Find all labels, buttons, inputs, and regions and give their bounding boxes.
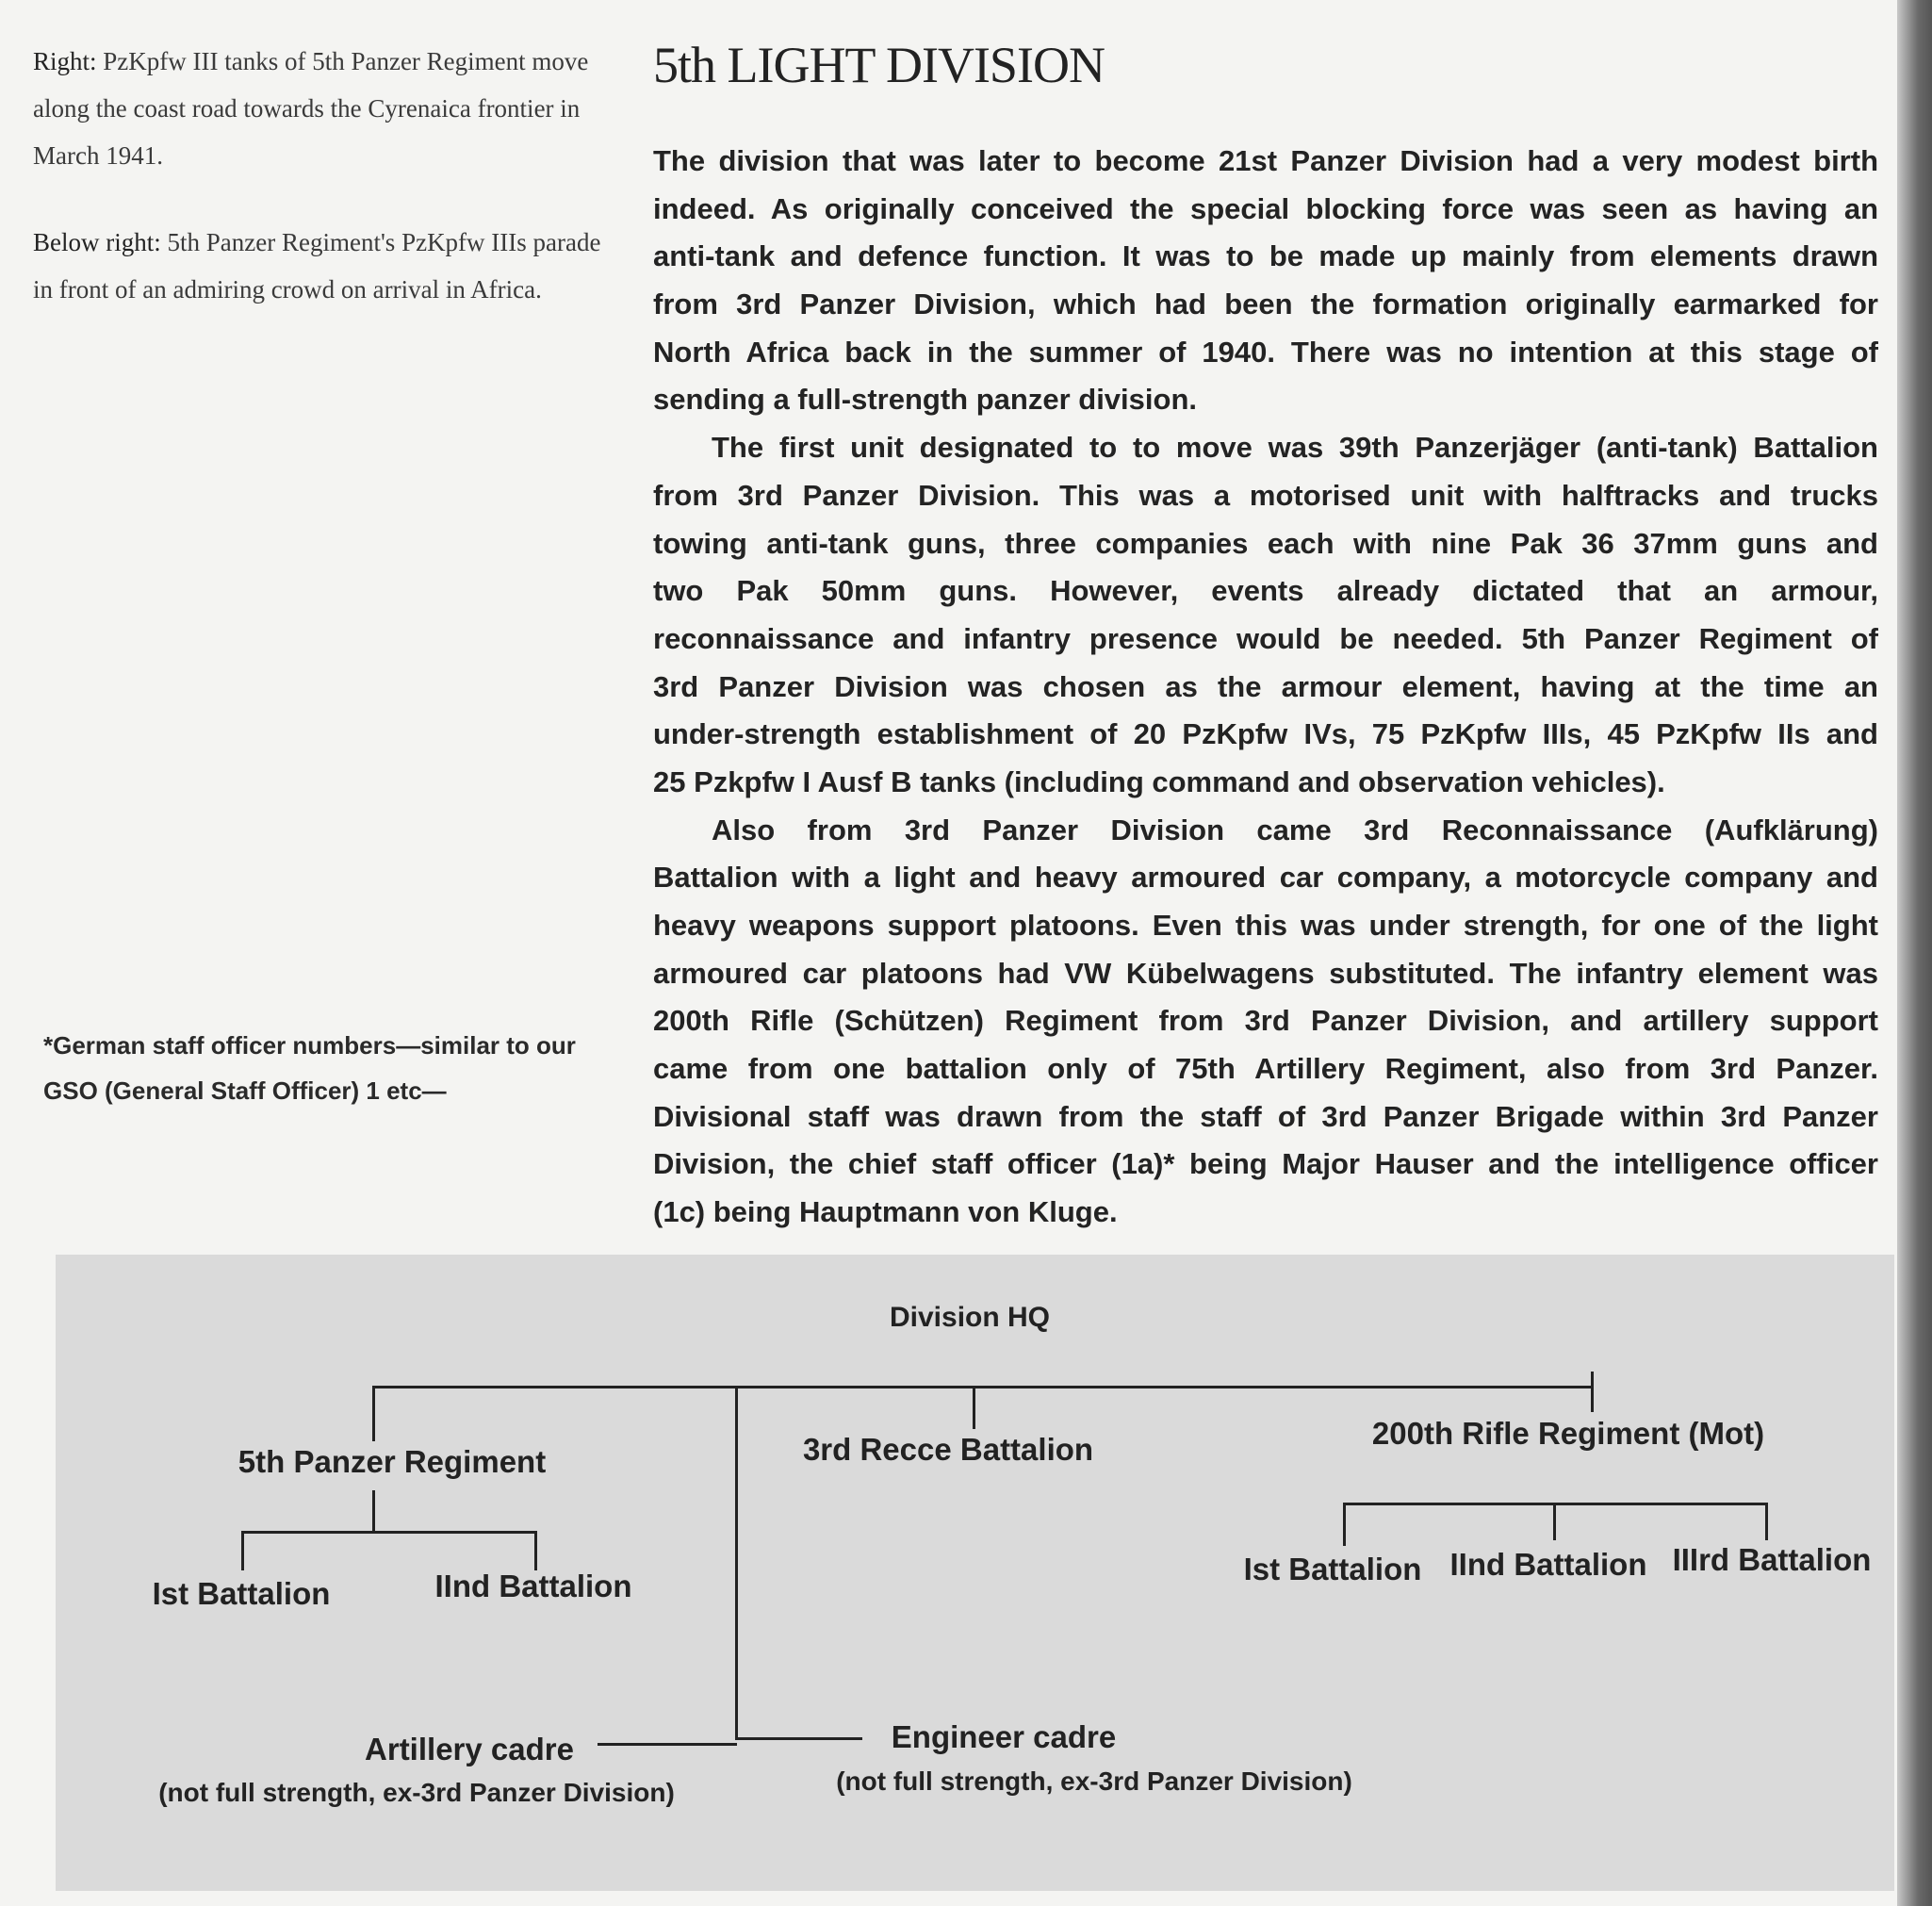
body-text bbox=[653, 138, 1878, 1237]
caption-right bbox=[33, 38, 617, 179]
artillery-cadre-label: Artillery cadre bbox=[365, 1732, 574, 1766]
connector bbox=[598, 1743, 737, 1746]
connector bbox=[372, 1387, 375, 1441]
body-line: towing anti-tank guns, three companies each with nine Pak 36 37mm guns and bbox=[653, 526, 1878, 560]
recce-battalion-label: 3rd Recce Battalion bbox=[802, 1432, 1094, 1467]
caption-below-right bbox=[33, 219, 617, 313]
body-line: came from one battalion only of 75th Artillery Regiment, also from 3rd Panzer. bbox=[653, 1052, 1878, 1086]
connector bbox=[1553, 1503, 1556, 1540]
section-title: 5th LIGHT DIVISION bbox=[653, 37, 1105, 93]
rifle-battalion-label: IInd Battalion bbox=[1449, 1547, 1647, 1582]
body-line: from 3rd Panzer Division, which had been the formation originally earmarked for bbox=[653, 288, 1878, 321]
page-gutter-shadow bbox=[1897, 0, 1932, 1906]
body-line: reconnaissance and infantry presence would be needed. 5th Panzer Regiment of bbox=[653, 621, 1878, 655]
panzer-battalion-label: Ist Battalion bbox=[152, 1576, 331, 1611]
body-line: heavy weapons support platoons. Even this was under strength, for one of the light bbox=[653, 909, 1878, 942]
connector bbox=[1765, 1503, 1768, 1540]
engineer-cadre-label: Engineer cadre bbox=[891, 1719, 1117, 1754]
connector bbox=[534, 1531, 537, 1570]
org-chart bbox=[56, 1255, 1894, 1891]
engineer-cadre-note: (not full strength, ex-3rd Panzer Division) bbox=[836, 1766, 1352, 1796]
connector bbox=[241, 1531, 244, 1570]
body-line: indeed. As originally conceived the special blocking force was seen as having an bbox=[653, 191, 1878, 225]
body-line: under-strength establishment of 20 PzKpfw IVs, 75 PzKpfw IIIs, 45 PzKpfw IIs and bbox=[653, 717, 1878, 751]
body-line: 3rd Panzer Division was chosen as the armour element, having at the time an bbox=[653, 669, 1878, 703]
connector bbox=[241, 1531, 536, 1534]
footnote bbox=[43, 1023, 576, 1113]
body-line: 25 Pzkpfw I Ausf B tanks (including command and observation vehicles). bbox=[653, 764, 1665, 798]
body-line: Also from 3rd Panzer Division came 3rd Reconnaissance (Aufklärung) bbox=[712, 813, 1878, 846]
body-line: sending a full-strength panzer division. bbox=[653, 383, 1197, 417]
body-line: 200th Rifle (Schützen) Regiment from 3rd Panzer Division, and artillery support bbox=[653, 1004, 1878, 1038]
connector bbox=[973, 1387, 975, 1429]
caption-text: PzKpfw III tanks of 5th Panzer Regiment move along the coast road towards the Cyrenaica frontier in March 1941. bbox=[33, 47, 589, 170]
rifle-battalion-label: IIIrd Battalion bbox=[1672, 1542, 1872, 1577]
panzer-regiment-label: 5th Panzer Regiment bbox=[237, 1444, 547, 1479]
body-line: Battalion with a light and heavy armoured car company, a motorcycle company and bbox=[653, 861, 1878, 895]
connector bbox=[1343, 1503, 1346, 1546]
connector bbox=[1591, 1372, 1594, 1412]
connector bbox=[735, 1737, 862, 1740]
footnote-line: *German staff officer numbers—similar to our bbox=[43, 1031, 576, 1060]
body-line: from 3rd Panzer Division. This was a motorised unit with halftracks and trucks bbox=[653, 478, 1878, 512]
body-line: The division that was later to become 21st Panzer Division had a very modest birth bbox=[653, 144, 1878, 177]
connector bbox=[372, 1386, 1593, 1388]
body-line: Division, the chief staff officer (1a)* being Major Hauser and the intelligence officer bbox=[653, 1147, 1878, 1181]
rifle-regiment-label: 200th Rifle Regiment (Mot) bbox=[1371, 1416, 1765, 1451]
division-hq-label: Division HQ bbox=[889, 1302, 1051, 1333]
body-line: armoured car platoons had VW Kübelwagens substituted. The infantry element was bbox=[653, 956, 1878, 990]
caption-text: 5th Panzer Regiment's PzKpfw IIIs parade in front of an admiring crowd on arrival in Africa. bbox=[33, 228, 601, 304]
connector bbox=[735, 1387, 738, 1738]
body-line: (1c) being Hauptmann von Kluge. bbox=[653, 1195, 1118, 1229]
footnote-line: GSO (General Staff Officer) 1 etc— bbox=[43, 1076, 447, 1105]
artillery-cadre-note: (not full strength, ex-3rd Panzer Division) bbox=[158, 1778, 675, 1807]
body-line: Divisional staff was drawn from the staff of 3rd Panzer Brigade within 3rd Panzer bbox=[653, 1099, 1878, 1133]
caption-label: Right: bbox=[33, 47, 97, 75]
body-line: North Africa back in the summer of 1940. There was no intention at this stage of bbox=[653, 335, 1878, 369]
body-line: two Pak 50mm guns. However, events already dictated that an armour, bbox=[653, 574, 1878, 608]
body-line: anti-tank and defence function. It was to be made up mainly from elements drawn bbox=[653, 239, 1878, 273]
caption-label: Below right: bbox=[33, 228, 161, 256]
rifle-battalion-label: Ist Battalion bbox=[1243, 1552, 1422, 1586]
body-line: The first unit designated to to move was 39th Panzerjäger (anti-tank) Battalion bbox=[712, 431, 1878, 465]
connector bbox=[372, 1490, 375, 1532]
panzer-battalion-label: IInd Battalion bbox=[434, 1569, 632, 1603]
